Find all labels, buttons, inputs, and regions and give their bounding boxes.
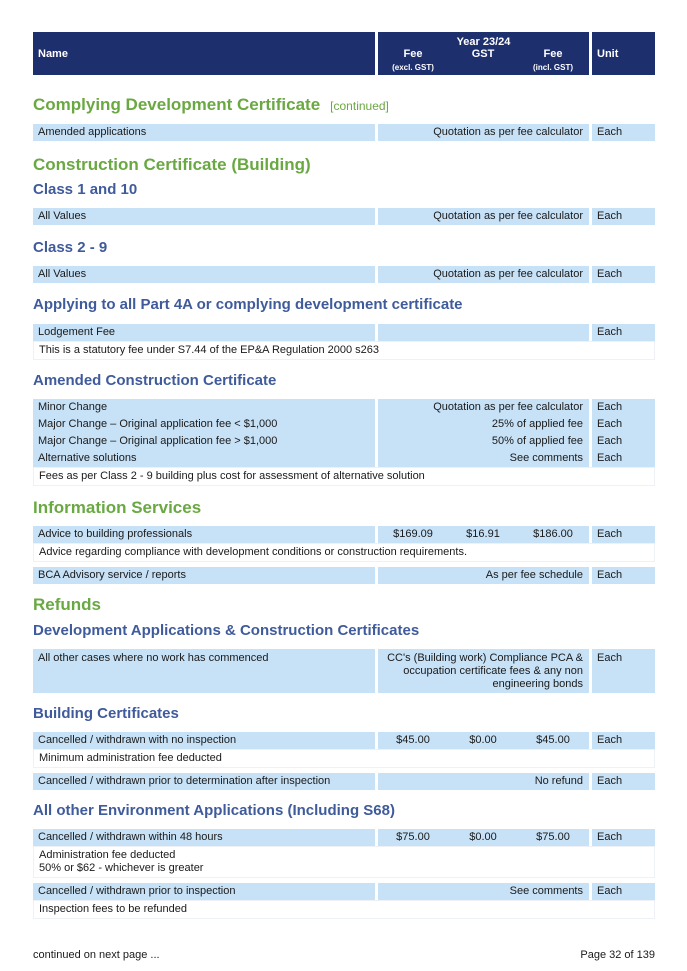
subsection-title: Applying to all Part 4A or complying development certificate [33, 296, 463, 313]
header-fees [378, 32, 589, 75]
fee-excl-gst: $75.00 [396, 831, 430, 843]
fee-columns [378, 732, 589, 749]
header-fee-incl: Fee (incl. GST) [533, 48, 573, 72]
table-row: Cancelled / withdrawn within 48 hours $75.00 $0.00 $75.00 Each [33, 829, 655, 846]
gst-amount: $16.91 [466, 528, 500, 540]
page-number: Page 32 of 139 [580, 949, 655, 961]
row-comment: This is a statutory fee under S7.44 of the EP&A Regulation 2000 s263 [33, 341, 655, 360]
table-row: Major Change – Original application fee > $1,000 50% of applied fee Each [33, 433, 655, 450]
table-row: Cancelled / withdrawn with no inspection $45.00 $0.00 $45.00 Each [33, 732, 655, 749]
table-header [33, 32, 655, 75]
header-unit: Unit [592, 32, 655, 75]
table-row: Amended applications Quotation as per fee calculator Each [33, 124, 655, 141]
fee-columns [378, 829, 589, 846]
table-row: BCA Advisory service / reports As per fee schedule Each [33, 567, 655, 584]
table-row: Advice to building professionals $169.09 $16.91 $186.00 Each [33, 526, 655, 543]
gst-amount: $0.00 [469, 734, 497, 746]
fee-columns [378, 526, 589, 543]
section-title: Complying Development Certificate [continued] [33, 95, 389, 114]
section-title: Information Services [33, 498, 202, 517]
row-comment: Minimum administration fee deducted [33, 749, 655, 768]
fee-incl-gst: $186.00 [533, 528, 573, 540]
continued-note: continued on next page ... [33, 949, 160, 961]
section-title: Refunds [33, 595, 101, 614]
row-comment: Advice regarding compliance with development conditions or construction requirements. [33, 543, 655, 562]
fee-excl-gst: $45.00 [396, 734, 430, 746]
continued-label: [continued] [330, 99, 389, 113]
table-row: Cancelled / withdrawn prior to determination after inspection No refund Each [33, 773, 655, 790]
header-fee-excl: Fee (excl. GST) [392, 48, 434, 72]
header-name: Name [33, 32, 375, 75]
fee-excl-gst: $169.09 [393, 528, 433, 540]
gst-amount: $0.00 [469, 831, 497, 843]
table-row: All other cases where no work has commenced CC's (Building work) Compliance PCA & occupation certificate fees & any non engineering bonds Each [33, 649, 655, 693]
subsection-title: Development Applications & Construction Certificates [33, 622, 420, 639]
fee-incl-gst: $45.00 [536, 734, 570, 746]
subsection-title: All other Environment Applications (Including S68) [33, 802, 395, 819]
section-title: Construction Certificate (Building) [33, 155, 311, 174]
row-comment: Fees as per Class 2 - 9 building plus cost for assessment of alternative solution [33, 467, 655, 486]
row-comment: Administration fee deducted 50% or $62 - whichever is greater [33, 846, 655, 878]
row-comment: Inspection fees to be refunded [33, 900, 655, 919]
table-row: All Values Quotation as per fee calculator Each [33, 266, 655, 283]
table-row: Alternative solutions See comments Each [33, 450, 655, 467]
fee-incl-gst: $75.00 [536, 831, 570, 843]
table-row: Major Change – Original application fee < $1,000 25% of applied fee Each [33, 416, 655, 433]
subsection-title: Class 1 and 10 [33, 181, 138, 198]
subsection-title: Class 2 - 9 [33, 239, 108, 256]
table-row: Cancelled / withdrawn prior to inspection See comments Each [33, 883, 655, 900]
header-year: Year 23/24 [456, 36, 511, 48]
table-row: All Values Quotation as per fee calculator Each [33, 208, 655, 225]
table-row: Lodgement Fee Each [33, 324, 655, 341]
fee-text: CC's (Building work) Compliance PCA & occupation certificate fees & any non engineering bonds [378, 649, 589, 693]
table-row: Minor Change Quotation as per fee calculator Each [33, 399, 655, 416]
header-gst: GST [471, 48, 495, 60]
fee-schedule [33, 93, 655, 919]
subsection-title: Amended Construction Certificate [33, 372, 277, 389]
subsection-title: Building Certificates [33, 705, 179, 722]
